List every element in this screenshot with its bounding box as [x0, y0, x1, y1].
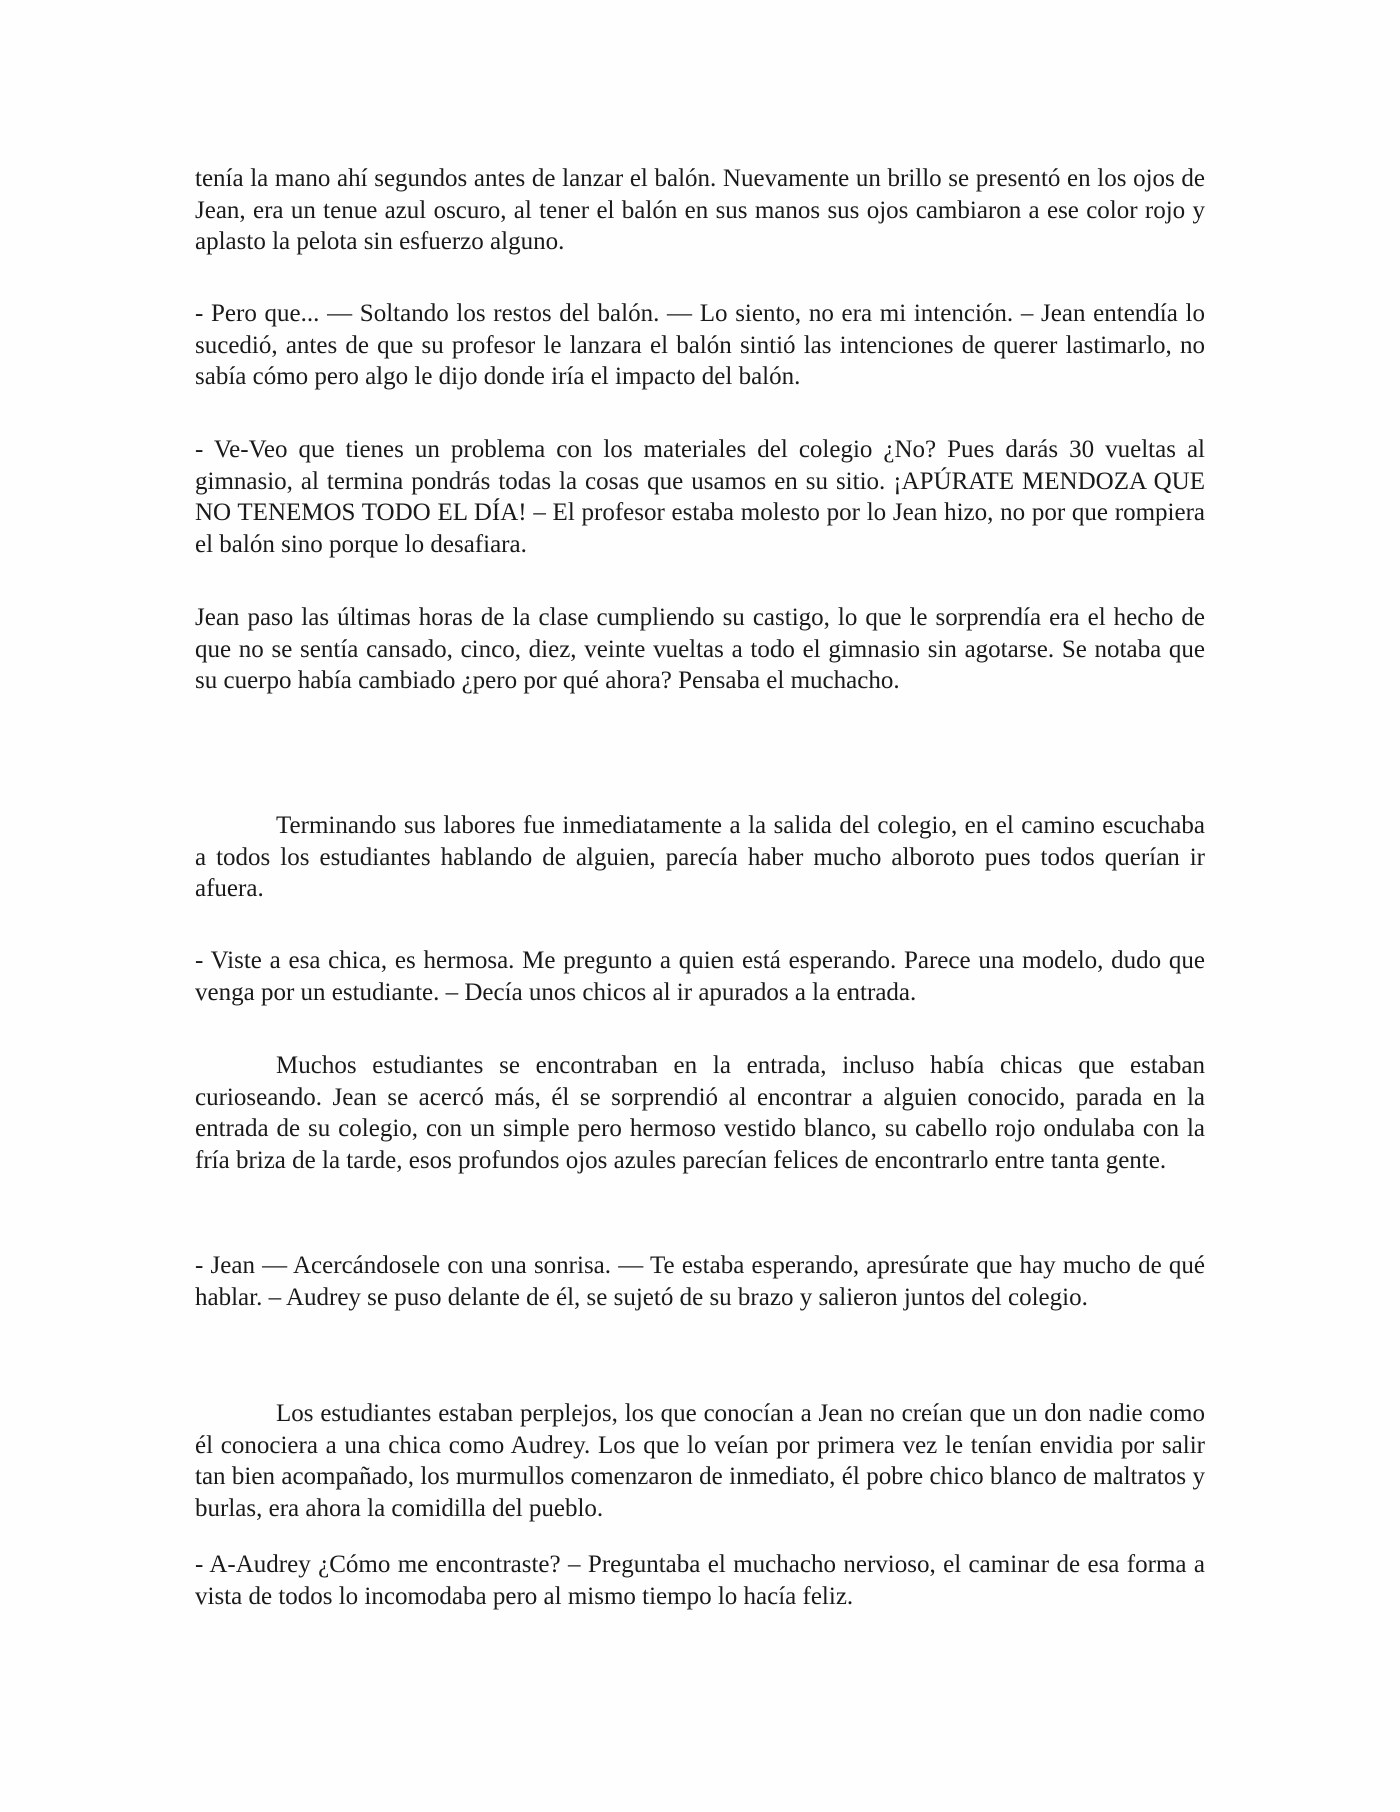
paragraph-4: Jean paso las últimas horas de la clase cumpliendo su castigo, lo que le sorprendía era el hecho de que no se sentía cansado, cinco, diez, veinte vueltas a todo el gimnasio sin agotarse. Se notaba que su cuerpo había cambiado ¿pero por qué ahora? Pensaba el muchacho.	[195, 604, 1205, 695]
paragraph-10: - A-Audrey ¿Cómo me encontraste? – Preguntaba el muchacho nervioso, el caminar de esa forma a vista de todos lo incomodaba pero al mismo tiempo lo hacía feliz.	[195, 1551, 1205, 1610]
paragraph-7: Muchos estudiantes se encontraban en la entrada, incluso había chicas que estaban curioseando. Jean se acercó más, él se sorprendió al encontrar a alguien conocido, parada en la entrada de su colegio, con un simple pero hermoso vestido blanco, su cabello rojo ondulaba con la fría briza de la tarde, esos profundos ojos azules parecían felices de encontrarlo entre tanta gente.	[195, 1052, 1205, 1174]
paragraph-2: - Pero que... — Soltando los restos del balón. — Lo siento, no era mi intención. – Jean entendía lo sucedió, antes de que su profesor le lanzara el balón sintió las intenciones de querer lastimarlo, no sabía cómo pero algo le dijo donde iría el impacto del balón.	[195, 300, 1205, 391]
paragraph-9: Los estudiantes estaban perplejos, los que conocían a Jean no creían que un don nadie como él conociera a una chica como Audrey. Los que lo veían por primera vez le tenían envidia por salir tan bien acompañado, los murmullos comenzaron de inmediato, él pobre chico blanco de maltratos y burlas, era ahora la comidilla del pueblo.	[195, 1400, 1205, 1522]
paragraph-8: - Jean — Acercándosele con una sonrisa. — Te estaba esperando, apresúrate que hay mucho de qué hablar. – Audrey se puso delante de él, se sujetó de su brazo y salieron juntos del colegio.	[195, 1252, 1205, 1311]
paragraph-6: - Viste a esa chica, es hermosa. Me pregunto a quien está esperando. Parece una modelo, dudo que venga por un estudiante. – Decía unos chicos al ir apurados a la entrada.	[195, 947, 1205, 1006]
paragraph-1: tenía la mano ahí segundos antes de lanzar el balón. Nuevamente un brillo se presentó en los ojos de Jean, era un tenue azul oscuro, al tener el balón en sus manos sus ojos cambiaron a ese color rojo y aplasto la pelota sin esfuerzo alguno.	[195, 165, 1205, 256]
paragraph-5: Terminando sus labores fue inmediatamente a la salida del colegio, en el camino escuchaba a todos los estudiantes hablando de alguien, parecía haber mucho alboroto pues todos querían ir afuera.	[195, 812, 1205, 903]
paragraph-3: - Ve-Veo que tienes un problema con los materiales del colegio ¿No? Pues darás 30 vueltas al gimnasio, al termina pondrás todas la cosas que usamos en su sitio. ¡APÚRATE MENDOZA QUE NO TENEMOS TODO EL DÍA! – El profesor estaba molesto por lo Jean hizo, no por que rompiera el balón sino porque lo desafiara.	[195, 436, 1205, 558]
